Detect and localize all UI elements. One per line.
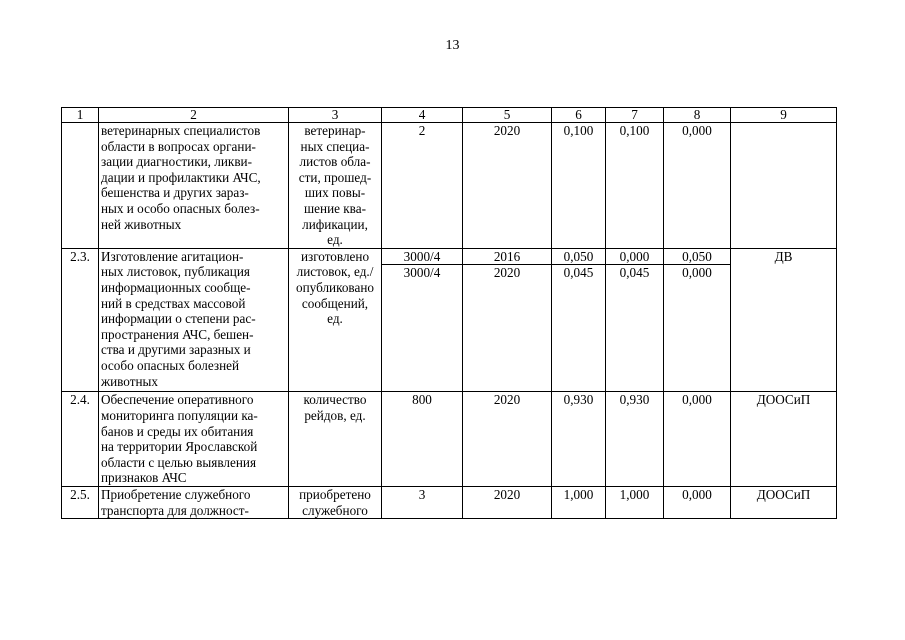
year: 2020: [463, 486, 552, 518]
total-funding: 1,000: [552, 486, 606, 518]
indicator-value: 2: [382, 123, 463, 249]
row-number: [62, 123, 99, 249]
funding-col7: 1,000: [606, 486, 664, 518]
executor: ДООСиП: [731, 486, 837, 518]
plan-table: [61, 107, 837, 519]
page-number: 13: [445, 38, 460, 53]
funding-col8: 0,050: [664, 248, 731, 265]
indicator-value: 3: [382, 486, 463, 518]
executor: ДООСиП: [731, 392, 837, 487]
executor: [731, 123, 837, 249]
total-funding: 0,045: [552, 265, 606, 392]
row-number: 2.5.: [62, 486, 99, 518]
table-row-2-3: [62, 248, 837, 265]
funding-col8: 0,000: [664, 392, 731, 487]
funding-col7: 0,930: [606, 392, 664, 487]
col-number-1: 1: [62, 108, 99, 123]
col-number-4: 4: [382, 108, 463, 123]
column-number-row: [62, 108, 837, 123]
funding-col8: 0,000: [664, 123, 731, 249]
funding-col7: 0,045: [606, 265, 664, 392]
table-row-continued: [62, 123, 837, 249]
indicator-name: приобретено служебного: [289, 486, 382, 518]
funding-col7: 0,000: [606, 248, 664, 265]
measure-description: Обеспечение оперативного мониторинга популяции ка- банов и среды их обитания на территории Ярославской области с целью выявления признаков АЧС: [99, 392, 289, 487]
funding-col7: 0,100: [606, 123, 664, 249]
measure-description: ветеринарных специалистов области в вопросах органи- зации диагностики, ликви- дации и профилактики АЧС, бешенства и других зараз- ных и особо опасных болез- ней животных: [99, 123, 289, 249]
col-number-2: 2: [99, 108, 289, 123]
measure-description: Приобретение служебного транспорта для должност-: [99, 486, 289, 518]
indicator-value: 3000/4: [382, 248, 463, 265]
indicator-name: изготовлено листовок, ед./ опубликовано сообщений, ед.: [289, 248, 382, 392]
total-funding: 0,100: [552, 123, 606, 249]
col-number-8: 8: [664, 108, 731, 123]
col-number-3: 3: [289, 108, 382, 123]
col-number-7: 7: [606, 108, 664, 123]
row-number: 2.4.: [62, 392, 99, 487]
indicator-name: количество рейдов, ед.: [289, 392, 382, 487]
year: 2020: [463, 392, 552, 487]
funding-col8: 0,000: [664, 486, 731, 518]
table-row-2-4: [62, 392, 837, 487]
col-number-9: 9: [731, 108, 837, 123]
col-number-6: 6: [552, 108, 606, 123]
funding-col8: 0,000: [664, 265, 731, 392]
row-number: 2.3.: [62, 248, 99, 392]
indicator-value: 3000/4: [382, 265, 463, 392]
measure-description: Изготовление агитацион- ных листовок, публикация информационных сообще- ний в средствах массовой информации о степени рас- пространения АЧС, бешен- ства и другими заразных и особо опасных болезней животных: [99, 248, 289, 392]
table-row-2-5: [62, 486, 837, 518]
year: 2020: [463, 265, 552, 392]
year: 2020: [463, 123, 552, 249]
indicator-value: 800: [382, 392, 463, 487]
total-funding: 0,930: [552, 392, 606, 487]
executor: ДВ: [731, 248, 837, 392]
year: 2016: [463, 248, 552, 265]
total-funding: 0,050: [552, 248, 606, 265]
indicator-name: ветеринар- ных специа- листов обла- сти, прошед- ших повы- шение ква- лификации, ед.: [289, 123, 382, 249]
col-number-5: 5: [463, 108, 552, 123]
